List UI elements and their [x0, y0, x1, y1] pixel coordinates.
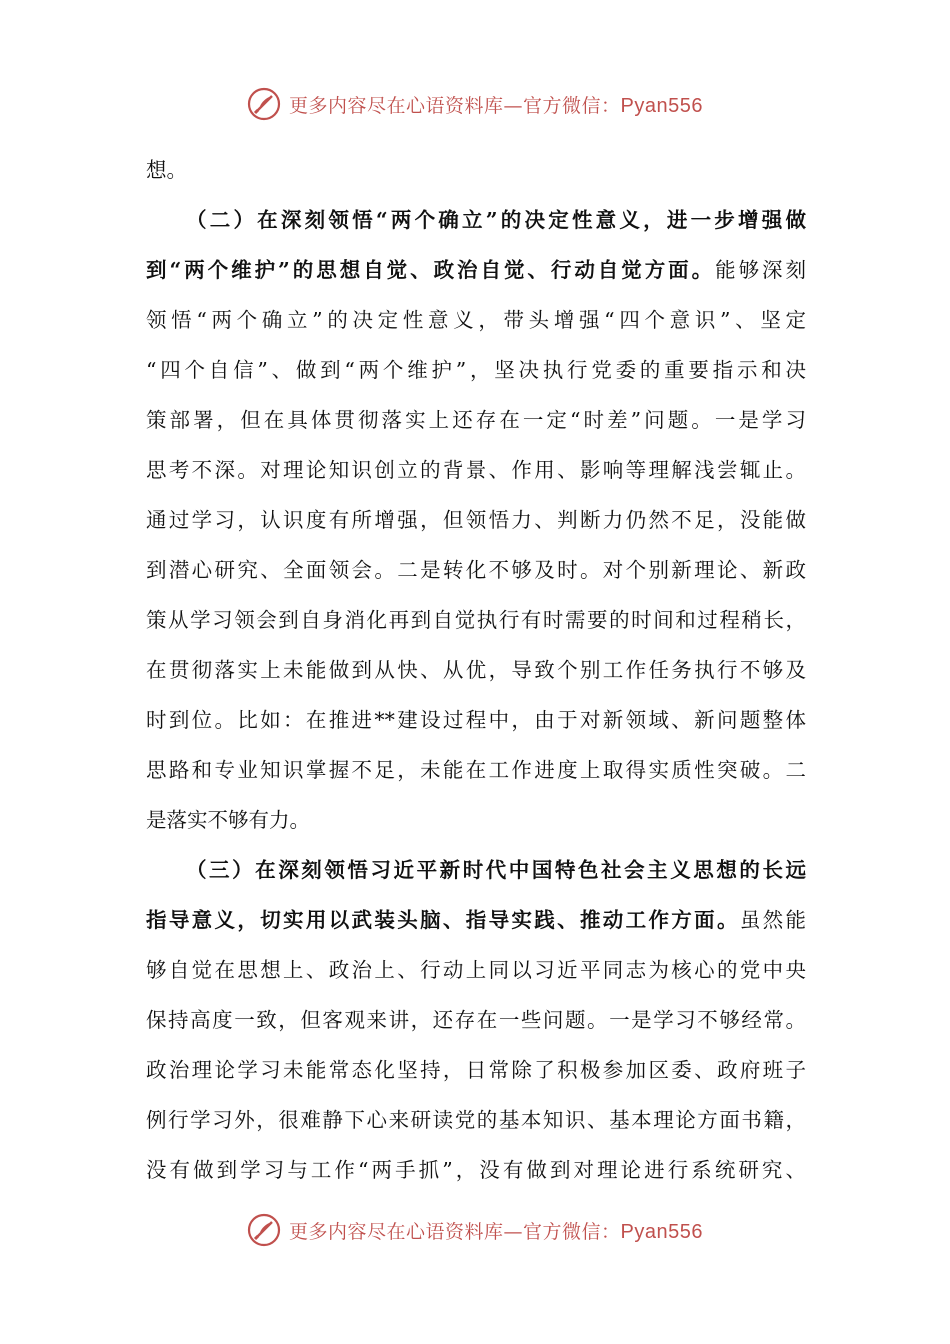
- text-line: 领悟“两个确立”的决定性意义，带头增强“四个意识”、坚定: [146, 308, 806, 332]
- section-heading-3: （三）在深刻领悟习近平新时代中国特色社会主义思想的长远: [186, 858, 806, 882]
- header-banner-inner: [247, 87, 703, 121]
- quill-logo-icon: [247, 1213, 281, 1247]
- footer-banner-inner: [247, 1213, 703, 1247]
- text-line: 到潜心研究、全面领会。二是转化不够及时。对个别新理论、新政: [146, 558, 806, 582]
- section-heading-2: （二）在深刻领悟“两个确立”的决定性意义，进一步增强做: [186, 208, 806, 232]
- text-line: 保持高度一致，但客观来讲，还存在一些问题。一是学习不够经常。: [146, 1008, 806, 1032]
- text-line: “四个自信”、做到“两个维护”，坚决执行党委的重要指示和决: [146, 358, 806, 382]
- footer-banner-handle: Pyan556: [620, 1220, 703, 1243]
- text-line: 够自觉在思想上、政治上、行动上同以习近平同志为核心的党中央: [146, 958, 806, 982]
- text-line: [146, 245, 806, 295]
- text-line: 例行学习外，很难静下心来研读党的基本知识、基本理论方面书籍，: [146, 1108, 806, 1132]
- text-line: 思考不深。对理论知识创立的背景、作用、影响等理解浅尝辄止。: [146, 458, 806, 482]
- footer-banner-label: 更多内容尽在心语资料库—官方微信：: [289, 1220, 621, 1243]
- text-line: 通过学习，认识度有所增强，但领悟力、判断力仍然不足，没能做: [146, 508, 806, 532]
- header-banner: [0, 84, 950, 124]
- section-heading-2-cont: 到“两个维护”的思想自觉、政治自觉、行动自觉方面。: [146, 258, 716, 282]
- text-line: 策部署，但在具体贯彻落实上还存在一定“时差”问题。一是学习: [146, 408, 806, 432]
- text-span: 能够深刻: [715, 258, 806, 282]
- quill-logo-icon: [247, 87, 281, 121]
- text-line: 在贯彻落实上未能做到从快、从优，导致个别工作任务执行不够及: [146, 658, 806, 682]
- footer-banner: [0, 1210, 950, 1250]
- text-span: 虽然能: [739, 908, 806, 932]
- text-line: 政治理论学习未能常态化坚持，日常除了积极参加区委、政府班子: [146, 1058, 806, 1082]
- text-line: [146, 895, 806, 945]
- footer-banner-text: [289, 1217, 703, 1244]
- text-line: 没有做到学习与工作“两手抓”，没有做到对理论进行系统研究、: [146, 1158, 806, 1182]
- section-heading-3-cont: 指导意义，切实用以武装头脑、指导实践、推动工作方面。: [146, 908, 740, 932]
- header-banner-handle: Pyan556: [620, 94, 703, 117]
- text-line: 策从学习领会到自身消化再到自觉执行有时需要的时间和过程稍长，: [146, 608, 806, 632]
- header-banner-label: 更多内容尽在心语资料库—官方微信：: [289, 94, 621, 117]
- text-line: 是落实不够有力。: [146, 808, 310, 832]
- text-line: 时到位。比如：在推进**建设过程中，由于对新领域、新问题整体: [146, 708, 806, 732]
- header-banner-text: [289, 91, 703, 118]
- text-line: 想。: [146, 158, 187, 182]
- document-body: [146, 145, 806, 1195]
- text-line: 思路和专业知识掌握不足，未能在工作进度上取得实质性突破。二: [146, 758, 806, 782]
